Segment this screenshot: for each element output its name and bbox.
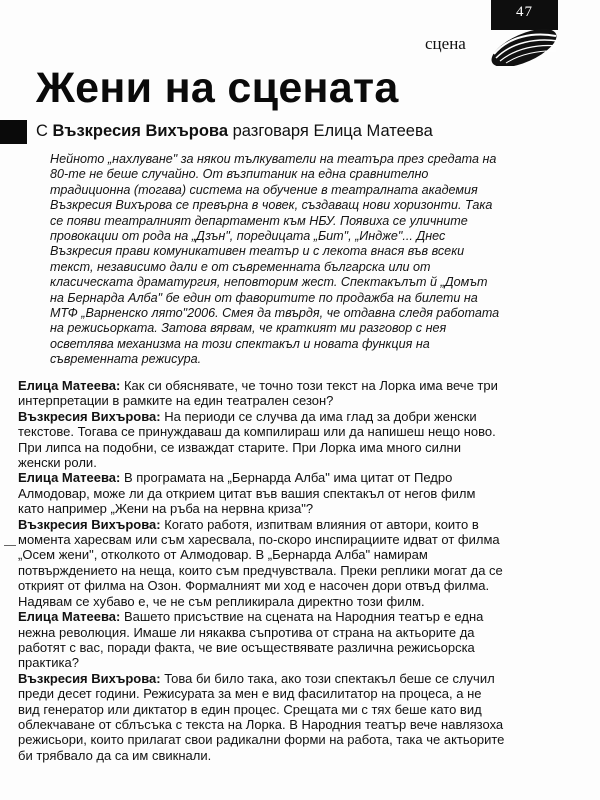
speaker-label: Възкресия Вихърова:: [18, 516, 161, 532]
interview-line: [18, 563, 588, 578]
lead-line: класическата драматургия, неповторим жест. Спектакълът й „Домът: [50, 275, 488, 290]
speaker-label: Възкресия Вихърова:: [18, 670, 161, 686]
interview-text: Алмодовар, може ли да открием цитат във вашия спектакъл от негов филм: [18, 485, 476, 501]
lead-line: Възкресия Вихърова се превърна в човек, създаващ нови хоризонти. Така: [50, 198, 493, 213]
margin-mark: [4, 545, 16, 550]
lead-line: традиционна (тогава) система на обучение в театралната академия: [50, 182, 478, 197]
interview-line: [18, 501, 588, 516]
lead-line: съвременната режисура.: [50, 352, 202, 367]
interview-text: женски роли.: [18, 455, 97, 471]
section-swoosh-graphic: [484, 24, 562, 66]
interview-text: би трябвало да са им свикнали.: [18, 747, 212, 763]
byline-verb: разговаря: [232, 122, 309, 140]
interview-text: Как си обяснявате, че точно този текст на Лорка има вече три: [120, 378, 498, 393]
interview-line: [18, 424, 588, 439]
interview-line: [18, 532, 588, 547]
lead-line: текст, независимо дали е от съвременната българска или от: [50, 259, 431, 274]
interview-text: работят с вас, поради факта, че вие осъществявате различна режисьорска: [18, 639, 475, 655]
lead-line: Възкресия прави комуникативен театър и с лекота внася във всеки: [50, 244, 465, 259]
interview-line: [18, 609, 588, 624]
article-headline: Жени на сцената: [36, 64, 399, 112]
interview-line: [18, 486, 588, 501]
interview-line: [18, 470, 588, 485]
article-lead: [50, 152, 570, 368]
lead-line: 80-те не беше случайно. От възпитаник на една сравнително: [50, 167, 429, 182]
byline-interviewer: Елица Матеева: [313, 122, 433, 140]
interview-text: момента харесвам или съм харесвала, по-скоро инспирациите идват от филма: [18, 532, 500, 548]
interview-line: [18, 578, 588, 593]
interview-line: [18, 717, 588, 732]
interview-text: режисьори, които прилагат свои радикални форми на работа, така че актьорите: [18, 732, 505, 748]
interview-text: практика?: [18, 655, 79, 671]
page-number: 47: [516, 4, 533, 20]
lead-line: МТФ „Варненско лято"2006. Смея да твърдя, че отдавна следя работата: [50, 306, 500, 321]
interview-line: [18, 732, 588, 747]
speaker-label: Елица Матеева:: [18, 609, 121, 625]
interview-line: [18, 702, 588, 717]
interview-text: потвърждението на неща, които съм предчувствала. Преки реплики могат да се: [18, 562, 503, 578]
interview-text: преди десет години. Режисурата за мен е вид фасилитатор на процеса, а не: [18, 686, 482, 702]
interview-line: [18, 378, 588, 393]
interview-text: интерпретации в рамките на един театрален сезон?: [18, 393, 334, 409]
interview-text: Вашето присъствие на сцената на Народния театър е една: [120, 609, 484, 625]
interview-line: [18, 455, 588, 470]
interview-text: Това би било така, ако този спектакъл беше се случил: [160, 670, 495, 686]
speaker-label: Елица Матеева:: [18, 378, 121, 393]
lead-line: Нейното „нахлуване" за някои тълкуватели на театъра през средата на: [50, 152, 497, 166]
byline-prefix: С: [36, 122, 48, 140]
lead-line: провокации от рода на „Дзън", поредицата „Бит", „Индже"... Днес: [50, 229, 446, 244]
interview-text: Когато работя, изпитвам влияния от автори, които в: [160, 516, 479, 532]
speaker-label: Възкресия Вихърова:: [18, 408, 161, 424]
interview-text: открият от филма на Озон. Формалният ми ход е насочен дори отвъд филма.: [18, 578, 490, 594]
interview-line: [18, 594, 588, 609]
interview-line: [18, 671, 588, 686]
interview-text: На периоди се случва да има глад за добри женски: [160, 408, 477, 424]
byline-marker: [0, 120, 27, 144]
interview-line: [18, 517, 588, 532]
speaker-label: Елица Матеева:: [18, 470, 121, 486]
interview-text: Надявам се хубаво е, че не съм репликирала директно този филм.: [18, 593, 425, 609]
interview-text: облекчаване от сблъсъка с текста на Лорка. В Народния театър вече навлязоха: [18, 716, 504, 732]
interview-text: В програмата на „Бернарда Алба" има цитат от Педро: [120, 470, 453, 486]
interview-line: [18, 547, 588, 562]
interview-text: текстове. Тогава се принуждаваш да компилираш или да напишеш нещо ново.: [18, 424, 496, 440]
interview-line: [18, 686, 588, 701]
section-label: сцена: [425, 34, 466, 53]
interview-body: [18, 378, 588, 763]
interview-line: [18, 393, 588, 408]
lead-line: на Бернарда Алба" бе един от фаворитите по продажба на билети на: [50, 290, 478, 305]
interview-text: като например „Жени на ръба на нервна криза"?: [18, 501, 314, 517]
interview-line: [18, 640, 588, 655]
interview-text: „Осем жени", отколкото от Алмодовар. В „Бернарда Алба" намирам: [18, 547, 428, 563]
byline-interviewee: Възкресия Вихърова: [52, 122, 229, 140]
interview-text: нежна революция. Имаше ли някаква съпротива от страна на актьорите да: [18, 624, 475, 640]
interview-line: [18, 625, 588, 640]
lead-line: на режисьорката. Затова вярвам, че краткият ми разговор с нея: [50, 321, 447, 336]
interview-line: [18, 748, 588, 763]
article-byline: [36, 120, 433, 142]
interview-line: [18, 440, 588, 455]
interview-text: вид генератор или диктатор в един процес. Срещата ми с тях беше като вид: [18, 701, 482, 717]
interview-text: При липса на подобни, се изваждат старите. При Лорка има много силни: [18, 439, 461, 455]
interview-line: [18, 409, 588, 424]
lead-line: осветлява механизма на този спектакъл и новата функция на: [50, 336, 430, 351]
interview-line: [18, 655, 588, 670]
lead-line: се появи театралният департамент към НБУ. Появиха се уличните: [50, 213, 468, 228]
